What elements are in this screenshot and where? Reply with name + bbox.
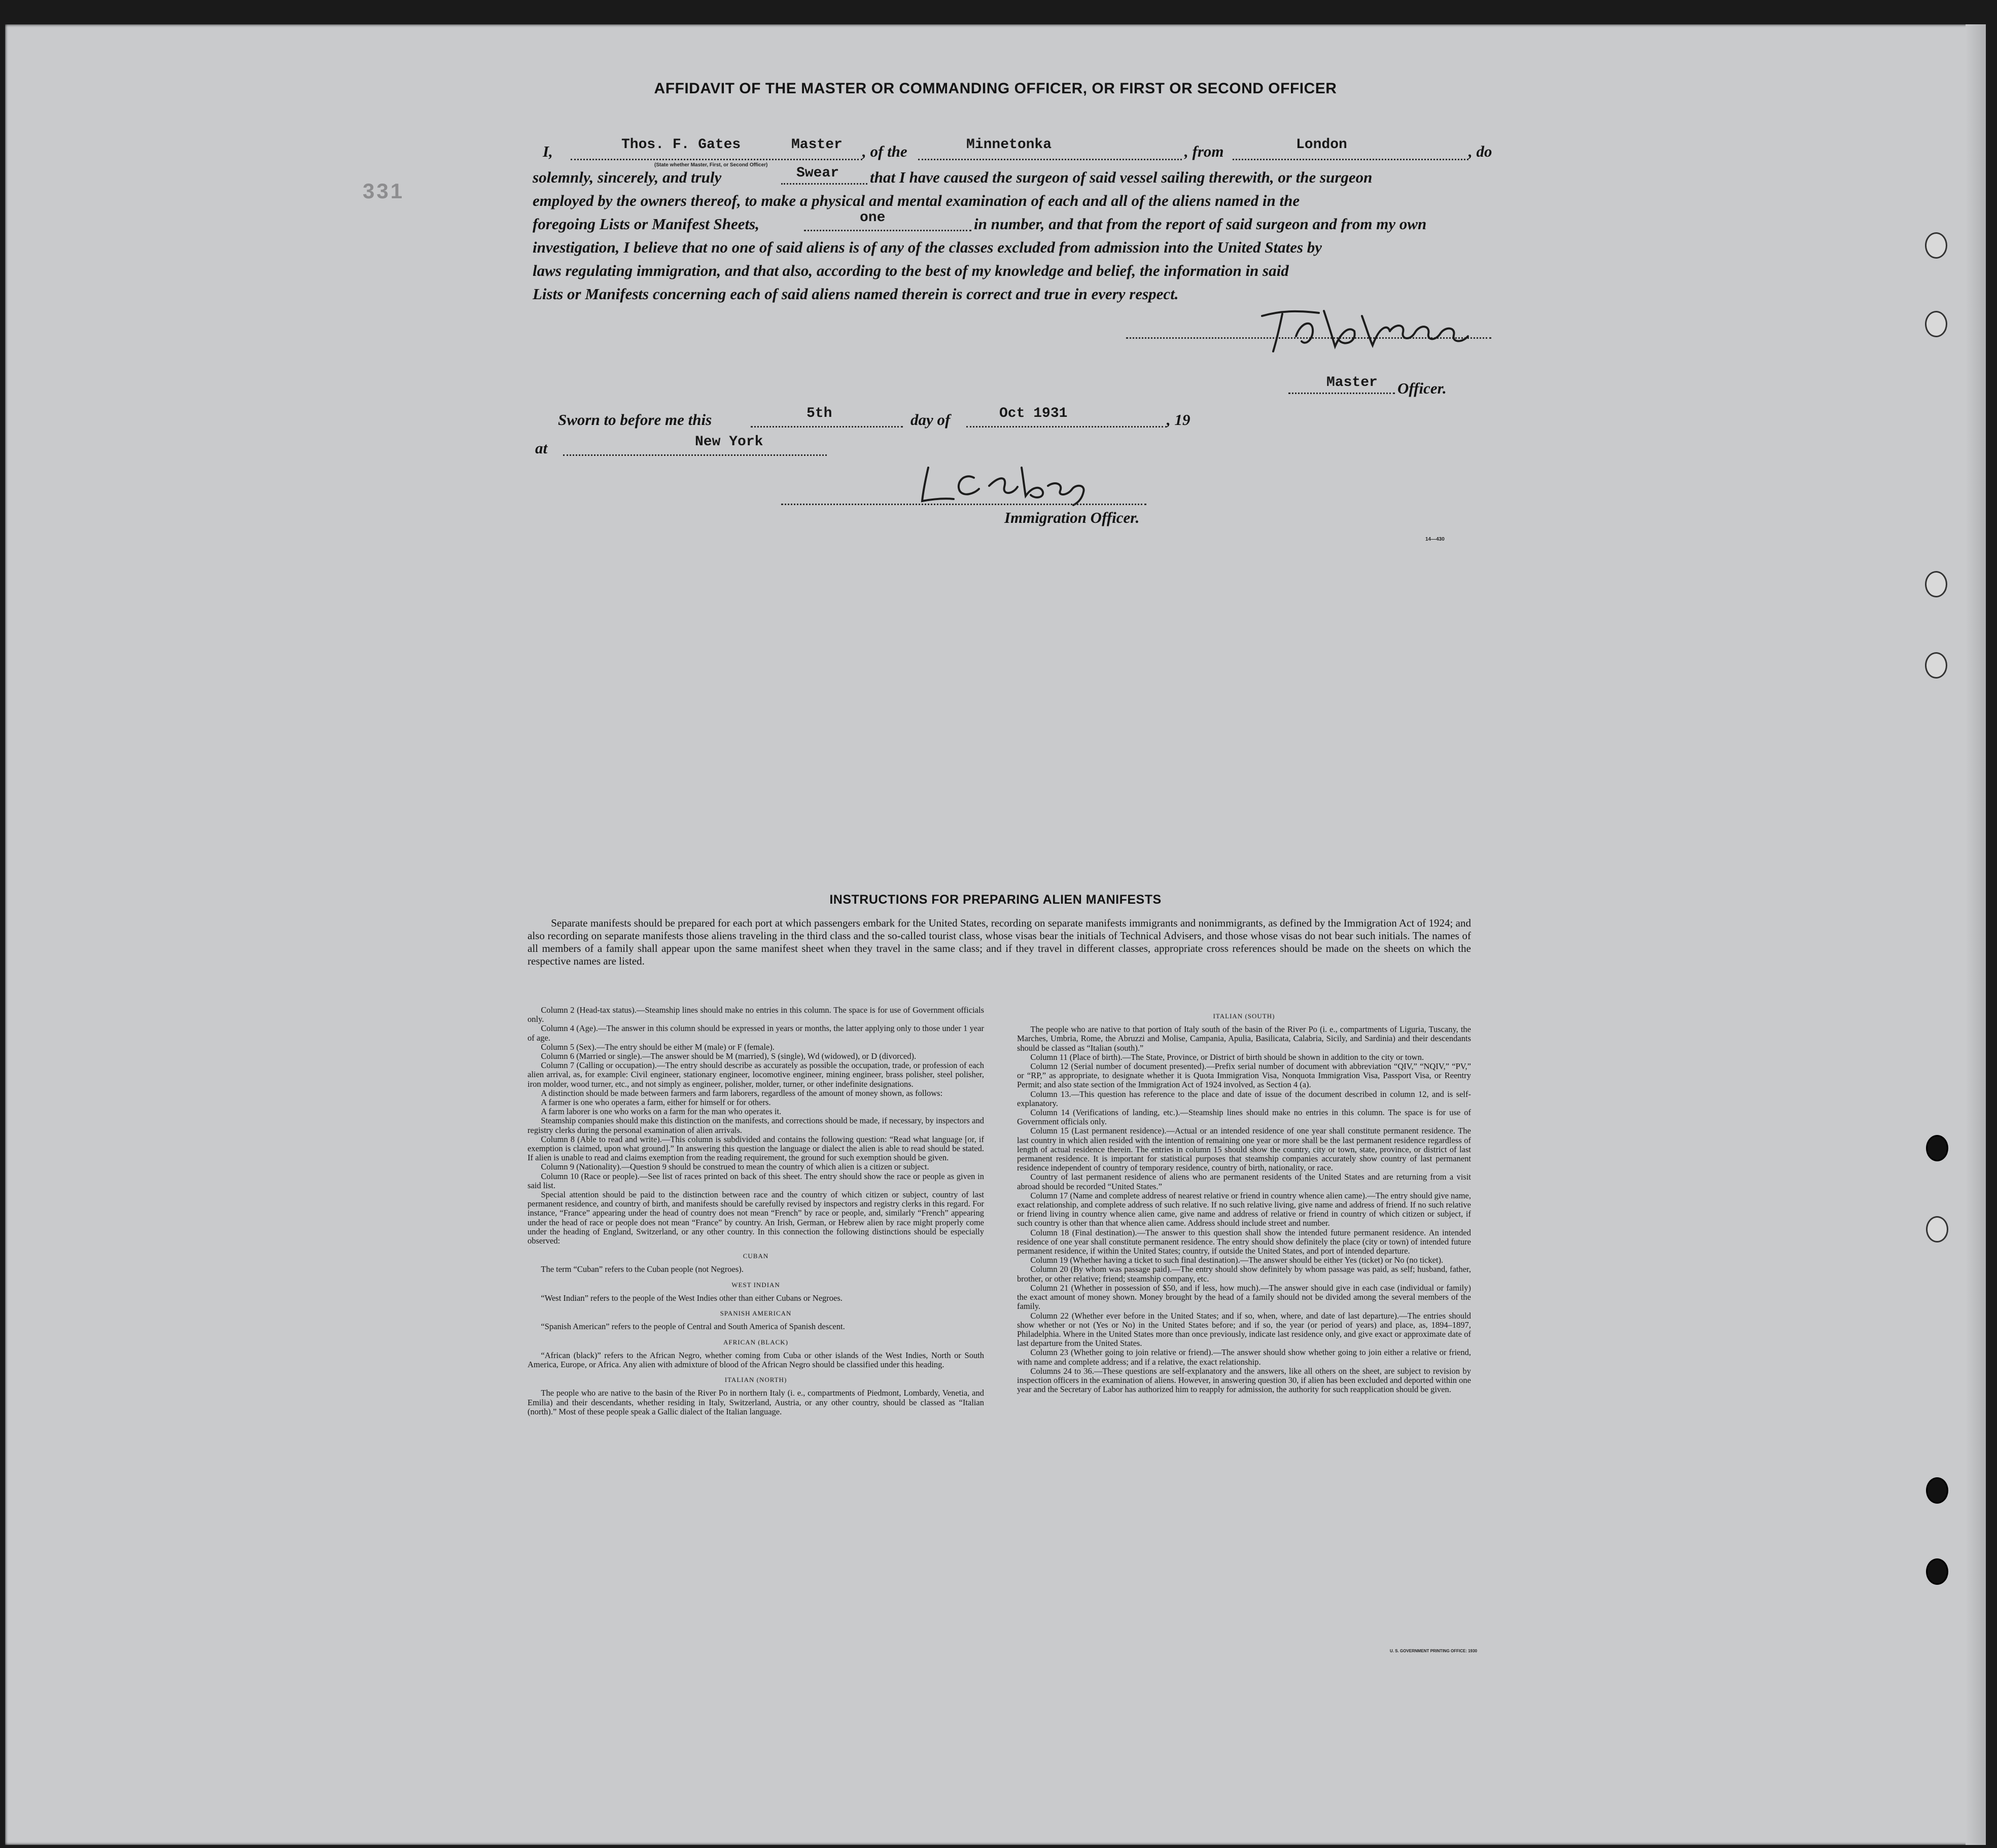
aff-line3: employed by the owners thereof, to make a physical and mental examination of each and all of the aliens named in the <box>533 192 1300 209</box>
form-number: 14—430 <box>1425 537 1445 542</box>
aff-line5: investigation, I believe that no one of said aliens is of any of the classes excluded from admission into the United States by <box>533 238 1322 256</box>
oath-line <box>781 183 867 185</box>
race-heading: AFRICAN (BLACK) <box>723 1338 789 1346</box>
instruction-paragraph: Column 4 (Age).—The answer in this column should be expressed in years or months, the latter applying only to those under 1 year of age. <box>528 1023 984 1043</box>
aff-from: , from <box>1184 143 1224 160</box>
race-definition: “Spanish American” refers to the people of Central and South America of Spanish descent. <box>541 1322 845 1332</box>
instruction-paragraph: The people who are native to that portion of Italy south of the basin of the River Po (i. e., compartments of Liguria, Tuscany, the Marches, Umbria, Rome, the Abruzzi and Molise, Campania, Apulia, Basilicata, Calabria, Sicily, and Sardinia) and their descendants should be classed as “Italian (south).” <box>1017 1024 1471 1053</box>
sworn-month-year: Oct 1931 <box>999 406 1068 421</box>
instruction-paragraph: Country of last permanent residence of aliens who are permanent residents of the United States and are returning from a visit abroad should be recorded “United States.” <box>1017 1172 1471 1191</box>
instruction-paragraph: Column 17 (Name and complete address of nearest relative or friend in country whence alien came).—The entry should give name, exact relationship, and complete address of such relative. If no such relative living, give name and address of friend. If no such relative or friend living in country whence alien came, give name and address of relative or friend in country of which citizen or subject, if such country is other than that whence alien came. Address should include street and number. <box>1017 1190 1471 1228</box>
departure-port: London <box>1296 137 1347 153</box>
aff-line2-a: solemnly, sincerely, and truly <box>533 168 722 186</box>
race-definition: The people who are native to the basin of the River Po in northern Italy (i. e., compartments of Piedmont, Lombardy, Venetia, and Emilia) and their descendants, whether residing in Italy, Switzerland, Austria, or any other country, should be classed as “Italian (north).” Most of these people speak a Gallic dialect of the Italian language. <box>528 1388 984 1416</box>
race-heading: WEST INDIAN <box>731 1281 780 1289</box>
officer-rank: Master <box>1326 375 1378 390</box>
instruction-paragraph: Column 20 (By whom was passage paid).—The entry should show definitely by whom passage was paid, as self; husband, father, brother, or other relative; friend; steamship company, etc. <box>1017 1264 1471 1284</box>
sheet-count: one <box>860 210 886 226</box>
instructions-intro: Separate manifests should be prepared for each port at which passengers embark for the United States, recording on separate manifests immigrants and nonimmigrants, as defined by the Immigration Act of 1924; and also recording on separate manifests those aliens traveling in the third class and the so-called tourist class, whose visas bear the initials of Technical Advisers, and those whose visas do not bear such initials. The names of all members of a family shall appear upon the same manifest sheet when they travel in the same class; and if they travel in different classes, appropriate cross references should be made on the sheets on which the respective names are listed. <box>528 917 1471 967</box>
instruction-paragraph: Column 23 (Whether going to join relative or friend).—The answer should show whether going to join either a relative or friend, with name and complete address; and if a relative, the exact relationship. <box>1017 1347 1471 1367</box>
day-line <box>751 426 903 428</box>
vessel-name: Minnetonka <box>966 137 1052 153</box>
sworn-day-of: day of <box>910 411 951 429</box>
instruction-paragraph: Column 21 (Whether in possession of $50, and if less, how much).—The answer should give in each case (individual or family) the exact amount of money shown. Money brought by the head of a family should not be divided among the several members of the family. <box>1017 1283 1471 1311</box>
instruction-paragraph: Columns 24 to 36.—These questions are self-explanatory and the answers, like all others on the sheet, are subject to revision by inspection officers in the examination of aliens. However, in answering question 30, if alien has been excluded and deported within one year and the Secretary of Labor has authorized him to reapply for admission, the authority for such reapplication should be given. <box>1017 1366 1471 1395</box>
sworn-nineteen: , 19 <box>1167 411 1190 429</box>
instruction-paragraph: Steamship companies should make this distinction on the manifests, and corrections should be made, if necessary, by inspectors and registry clerks during the personal examination of alien arrivals. <box>528 1116 984 1135</box>
binder-hole <box>1926 1216 1948 1242</box>
aff-line4-b: in number, and that from the report of said surgeon and from my own <box>974 215 1427 233</box>
race-definition: “African (black)” refers to the African Negro, whether coming from Cuba or other islands of the West Indies, North or South America, Europe, or Africa. Any alien with admixture of blood of the African Negro should be classified under this heading. <box>528 1350 984 1369</box>
race-definition: “West Indian” refers to the people of the West Indies other than either Cubans or Negroes. <box>541 1293 843 1303</box>
instructions-title: INSTRUCTIONS FOR PREPARING ALIEN MANIFESTS <box>829 893 1162 907</box>
officer-rank-line <box>1288 393 1395 394</box>
instruction-paragraph: Column 22 (Whether ever before in the United States; and if so, when, where, and date of last departure).—The entries should show whether or not (Yes or No) in the United States before; and if so, the year (or period of years) and place, as, 1894–1897, Philadelphia. Where in the United States more than once previously, indicate last residence only, and give exact or approximate date of last departure from the United States. <box>1017 1310 1471 1348</box>
aff-do: , do <box>1468 143 1492 160</box>
instructions-left-column <box>528 1006 984 1416</box>
race-heading: SPANISH AMERICAN <box>720 1309 792 1318</box>
aff-i: I, <box>543 143 553 160</box>
immigration-officer-signature <box>913 460 1106 506</box>
instruction-paragraph: Column 18 (Final destination).—The answer to this question shall show the intended future permanent residence. An intended residence of one year shall constitute permanent residence. The entry should show definitely the place (city or town) of intended future permanent residence, if within the United States; country, if outside the United States, and port of intended departure. <box>1017 1227 1471 1256</box>
instruction-paragraph: Column 5 (Sex).—The entry should be either M (male) or F (female). <box>541 1042 775 1052</box>
master-signature <box>1253 301 1481 357</box>
instruction-paragraph: Column 8 (Able to read and write).—This column is subdivided and contains the following question: “Read what language [or, if exemption is claimed, upon what ground].” In answering this question the language or dialect the alien is able to read should be stated. If alien is unable to read and claims exemption from the reading requirement, the ground for such exemption should be given. <box>528 1134 984 1163</box>
binder-hole <box>1926 1477 1948 1504</box>
sheets-line <box>804 230 971 231</box>
instructions-right-column <box>1017 1006 1471 1394</box>
instruction-paragraph: Column 19 (Whether having a ticket to such final destination).—The answer should be either Yes (ticket) or No (no ticket). <box>1030 1255 1444 1265</box>
instruction-paragraph: A farmer is one who operates a farm, either for himself or for others. <box>541 1097 771 1108</box>
binder-hole <box>1925 232 1947 259</box>
instruction-paragraph: Column 13.—This question has reference to the place and date of issue of the document described in column 12, and is self-explanatory. <box>1017 1089 1471 1108</box>
instruction-paragraph: Column 9 (Nationality).—Question 9 should be construed to mean the country of which alien is a citizen or subject. <box>541 1162 929 1172</box>
binder-hole <box>1925 571 1947 597</box>
race-heading: CUBAN <box>743 1252 769 1260</box>
aff-line2-b: that I have caused the surgeon of said vessel sailing therewith, or the surgeon <box>870 168 1373 186</box>
master-rank: Master <box>791 137 843 153</box>
binder-hole <box>1926 1558 1948 1585</box>
instruction-paragraph: A farm laborer is one who works on a farm for the man who operates it. <box>541 1107 782 1117</box>
instruction-paragraph: Column 2 (Head-tax status).—Steamship lines should make no entries in this column. The space is for use of Government officials only. <box>528 1005 984 1024</box>
immigration-signature-line <box>781 504 1146 505</box>
binder-hole <box>1925 311 1947 337</box>
affidavit-title: AFFIDAVIT OF THE MASTER OR COMMANDING OFFICER, OR FIRST OR SECOND OFFICER <box>654 80 1337 97</box>
master-name: Thos. F. Gates <box>621 137 741 153</box>
instruction-paragraph: Column 12 (Serial number of document presented).—Prefix serial number of document with abbreviation “QIV,” “NQIV,” “PV,” or “RP,” as appropriate, to designate whether it is Quota Immigration Visa, Nonquota Immigration Visa, Passport Visa, or Reentry Permit; and also state section of the Immigration Act of 1924 involved, as Section 4 (a). <box>1017 1061 1471 1090</box>
aff-line4-a: foregoing Lists or Manifest Sheets, <box>533 215 759 233</box>
race-heading: ITALIAN (NORTH) <box>724 1376 787 1384</box>
month-line <box>966 426 1167 428</box>
instruction-paragraph: Column 15 (Last permanent residence).—Actual or an intended residence of one year shall constitute permanent residence. The last country in which alien resided with the intention of remaining one year or more shall be the last permanent residence regardless of length of actual residence therein. The entries in column 15 should show the country, city or town, state, province, or district of last permanent residence. It is important for statistical purposes that steamship companies accurately show country of last permanent residence independent of country of temporary residence, country of birth, nationality, or race. <box>1017 1126 1471 1173</box>
instruction-paragraph: Column 11 (Place of birth).—The State, Province, or District of birth should be shown in addition to the city or town. <box>1030 1052 1424 1062</box>
instruction-paragraph: Column 10 (Race or people).—See list of races printed on back of this sheet. The entry should show the race or people as given in said list. <box>528 1171 984 1190</box>
binder-hole <box>1925 652 1947 679</box>
aff-line6: laws regulating immigration, and that also, according to the best of my knowledge and belief, the information in said <box>533 262 1289 279</box>
immigration-officer-label: Immigration Officer. <box>1004 509 1140 526</box>
vessel-line <box>918 159 1182 160</box>
binder-hole <box>1926 1135 1948 1161</box>
race-heading: ITALIAN (SOUTH) <box>1213 1012 1275 1020</box>
instruction-paragraph: Column 14 (Verifications of landing, etc.).—Steamship lines should make no entries in this column. The space is for use of Government officials only. <box>1017 1108 1471 1127</box>
aff-officer-label: Officer. <box>1397 379 1447 397</box>
port-line <box>1233 159 1468 160</box>
sworn-place: New York <box>695 434 763 450</box>
name-line <box>571 159 862 160</box>
rank-note: (State whether Master, First, or Second Officer) <box>654 162 768 168</box>
margin-mark: 331 <box>363 179 405 203</box>
printer-imprint: U. S. GOVERNMENT PRINTING OFFICE: 1930 <box>1390 1649 1478 1653</box>
aff-line7: Lists or Manifests concerning each of said aliens named therein is correct and true in every respect. <box>533 285 1179 303</box>
race-definition: The term “Cuban” refers to the Cuban people (not Negroes). <box>541 1264 744 1274</box>
sworn-day: 5th <box>807 406 832 421</box>
instruction-paragraph: Column 6 (Married or single).—The answer should be M (married), S (single), Wd (widowed), or D (divorced). <box>541 1051 917 1061</box>
place-line <box>563 454 827 456</box>
instruction-paragraph: Column 7 (Calling or occupation).—The entry should describe as accurately as possible the occupation, trade, or profession of each alien arrival, as, for example: Civil engineer, stationary engineer, locomotive engineer, mining engineer, brass polisher, steel polisher, iron molder, wood turner, etc., and not simply as engineer, polisher, molder, turner, or other indefinite designations. <box>528 1060 984 1089</box>
instruction-paragraph: Special attention should be paid to the distinction between race and the country of which citizen or subject, country of last permanent residence, and country of birth, and manifests should be carefully revised by inspectors and registry clerks in this regard. For instance, “France” appearing under the head of country does not mean “French” by race or people, and, similarly “French” appearing under the head of race or people does not mean “France” by country. An Irish, German, or Hebrew alien by race might properly come under the heading of England, Switzerland, or any other country. In this connection the following distinctions should be especially observed: <box>528 1190 984 1246</box>
manifest-sheet <box>5 24 1986 1845</box>
instruction-paragraph: A distinction should be made between farmers and farm laborers, regardless of the amount of money shown, as follows: <box>541 1088 943 1098</box>
sworn-at: at <box>535 439 548 457</box>
aff-of-the: , of the <box>862 143 907 160</box>
sworn-text: Sworn to before me this <box>558 411 712 429</box>
oath-word: Swear <box>796 165 839 181</box>
